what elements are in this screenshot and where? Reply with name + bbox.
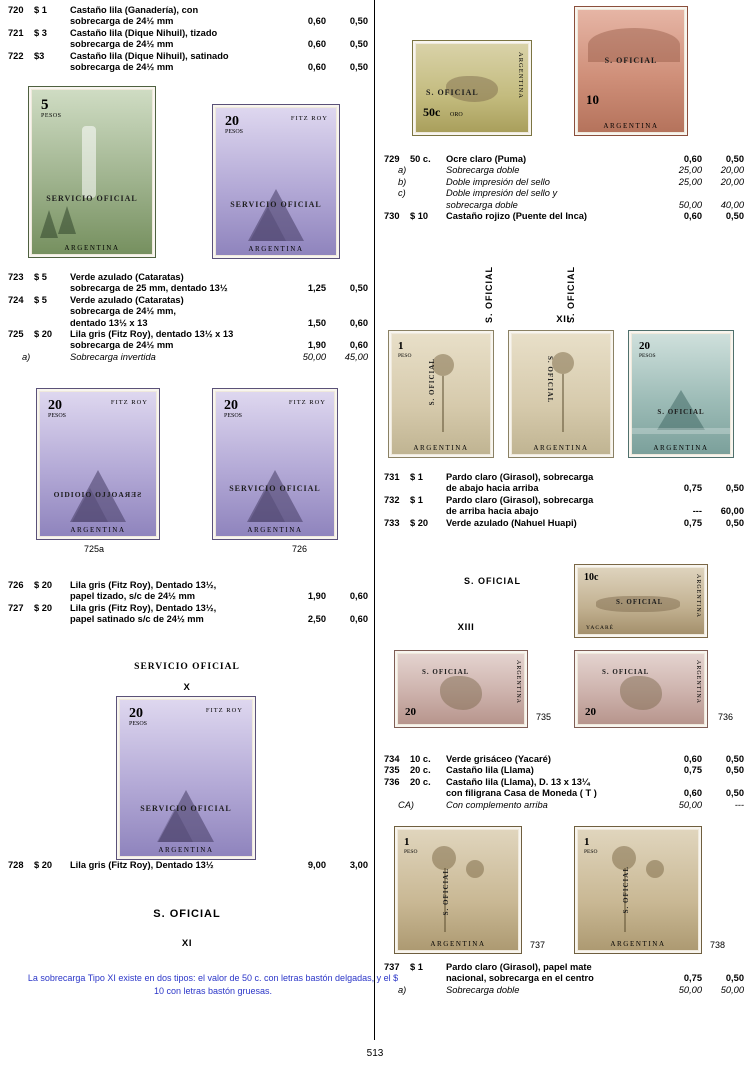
table-row: 723 $ 5 Verde azulado (Cataratas): [8, 272, 184, 282]
table-row: 733 $ 20 Verde azulado (Nahuel Huapi) 0,75 0,50: [384, 517, 744, 528]
table-row: a) Sobrecarga invertida 50,00 45,00: [22, 351, 368, 362]
table-row: 737 $ 1 Pardo claro (Girasol), papel mate: [384, 962, 592, 972]
overprint-text: SERVICIO OFICIAL: [230, 200, 322, 209]
entry-group-720: [0, 5, 374, 73]
entry-group-737: [376, 962, 750, 996]
stamp-unit: ORO: [450, 112, 463, 118]
stamp-unit: PESOS: [639, 353, 656, 359]
stamp-country: ARGENTINA: [413, 444, 469, 452]
stamp-subtitle: FITZ ROY: [110, 399, 148, 406]
table-row: 725 $ 20 Lila gris (Fitz Roy), dentado 13½ x 13: [8, 329, 234, 340]
stamp-subject: YACARÉ: [586, 625, 615, 631]
entry-group-728: [0, 860, 374, 871]
stamp-738-girasol: 1 PESO S. OFICIAL ARGENTINA: [574, 826, 702, 954]
heading-type-x: X: [183, 682, 191, 693]
stamp-caption-725a: 725a: [84, 544, 105, 554]
entry-group-726: [0, 580, 374, 626]
table-row: 736 20 c. Castaño lila (Llama), D. 13 x 13¼: [384, 776, 590, 787]
heading-type-xi: XI: [181, 938, 193, 949]
table-row: 732 $ 1 Pardo claro (Girasol), sobrecarga: [384, 494, 594, 505]
table-row: papel satinado s/c de 24½ mm 2,50 0,60: [70, 614, 368, 625]
stamp-caption-738: 738: [710, 940, 726, 950]
stamp-unit: PESOS: [41, 113, 62, 119]
stamp-735-llama: S. OFICIAL 20 ARGENTINA: [394, 650, 528, 728]
stamp-caption-737: 737: [530, 940, 546, 950]
table-row: c) Doble impresión del sello y: [398, 188, 558, 199]
stamp-country: ARGENTINA: [610, 940, 666, 948]
table-row: a) Sobrecarga doble 50,00 50,00: [398, 984, 744, 995]
table-row: 722 $3 Castaño lila (Dique Nihuil), satinado: [8, 50, 229, 61]
stamp-country: ARGENTINA: [158, 846, 214, 854]
table-row: 720 $ 1 Castaño lila (Ganadería), con: [8, 5, 199, 15]
stamp-732-girasol: [508, 330, 614, 458]
page-number: 513: [366, 1048, 384, 1059]
stamp-733-nahuel-huapi: 20 PESOS S. OFICIAL ARGENTINA: [628, 330, 734, 458]
stamp-subtitle: FITZ ROY: [288, 399, 326, 406]
note-tipo-xi: La sobrecarga Tipo XI existe en dos tipos: el valor de 50 c. con letras bastón delgadas, y el $ 10 con letras bastón gruesas.: [27, 973, 399, 996]
table-row: 726 $ 20 Lila gris (Fitz Roy), Dentado 13½,: [8, 580, 217, 590]
stamp-737-girasol: 1 PESO S. OFICIAL ARGENTINA: [394, 826, 522, 954]
overprint-text: SERVICIO OFICIAL: [140, 804, 232, 813]
table-row: sobrecarga de 24½ mm 1,90 0,60: [70, 340, 368, 351]
table-row: a) Sobrecarga doble 25,00 20,00: [398, 165, 744, 176]
heading-servicio-oficial: SERVICIO OFICIAL: [134, 662, 240, 672]
stamp-fitzroy-20-pesos-a: 20 PESOS FITZ ROY SERVICIO OFICIAL ARGENTINA: [212, 104, 340, 259]
overprint-text: SERVICIO OFICIAL: [229, 484, 321, 493]
overprint-text: S. OFICIAL: [622, 866, 630, 914]
table-row: 734 10 c. Verde grisáceo (Yacaré) 0,60 0,50: [384, 754, 744, 764]
stamp-caption-726: 726: [292, 544, 308, 554]
stamp-subtitle: FITZ ROY: [290, 115, 328, 122]
stamp-country: ARGENTINA: [517, 52, 524, 99]
table-row: de abajo hacia arriba 0,75 0,50: [446, 483, 744, 494]
side-label-s-oficial-2: S. OFICIAL: [566, 266, 576, 323]
table-row: sobrecarga de 24½ mm 0,60 0,50: [70, 62, 368, 73]
stamp-725a: 20 PESOS FITZ ROY OIDIOIO OJJOAЯƎƧ ARGENTINA: [36, 388, 160, 540]
stamp-unit: PESOS: [224, 413, 243, 419]
stamp-unit: PESO: [404, 849, 418, 855]
stamp-country: ARGENTINA: [70, 526, 126, 534]
heading-s-oficial-right: S. OFICIAL: [464, 576, 521, 586]
table-row: 731 $ 1 Pardo claro (Girasol), sobrecarga: [384, 472, 594, 482]
table-row: 727 $ 20 Lila gris (Fitz Roy), Dentado 13½,: [8, 602, 217, 613]
table-row: sobrecarga de 24½ mm,: [70, 306, 176, 317]
stamp-731-girasol: 1 PESO S. OFICIAL ARGENTINA: [388, 330, 494, 458]
overprint-text: S. OFICIAL: [428, 358, 436, 406]
stamp-unit: PESO: [584, 849, 598, 855]
stamp-country: ARGENTINA: [64, 244, 120, 252]
table-row: de arriba hacia abajo --- 60,00: [446, 506, 744, 517]
stamp-728: 20 PESOS FITZ ROY SERVICIO OFICIAL ARGENTINA: [116, 696, 256, 860]
stamp-unit: PESO: [398, 353, 412, 359]
overprint-text: S. OFICIAL: [604, 56, 658, 65]
table-row: sobrecarga de 24½ mm 0,60 0,50: [70, 16, 368, 27]
stamp-cataratas-5-pesos: 5 PESOS SERVICIO OFICIAL ARGENTINA: [28, 86, 156, 258]
stamp-country: ARGENTINA: [695, 660, 701, 704]
table-row: nacional, sobrecarga en el centro 0,75 0,50: [446, 973, 744, 984]
table-row: b) Doble impresión del sello 25,00 20,00: [398, 176, 744, 187]
entry-group-723: [0, 272, 374, 363]
overprint-text: S. OFICIAL: [546, 356, 554, 404]
overprint-text: S. OFICIAL: [442, 868, 450, 916]
table-row: con filigrana Casa de Moneda ( T ) 0,60 0,50: [446, 788, 744, 799]
stamp-puma-50c: 50c ORO ARGENTINA S. OFICIAL: [412, 40, 532, 136]
stamp-country: ARGENTINA: [653, 444, 709, 452]
overprint-text: S. OFICIAL: [616, 598, 664, 606]
right-column: [376, 0, 750, 1040]
stamp-country: ARGENTINA: [430, 940, 486, 948]
stamp-country: ARGENTINA: [533, 444, 589, 452]
stamp-caption-736: 736: [718, 712, 734, 722]
table-row: 724 $ 5 Verde azulado (Cataratas): [8, 294, 184, 305]
stamp-726: 20 PESOS FITZ ROY SERVICIO OFICIAL ARGENTINA: [212, 388, 338, 540]
stamp-734-yacare: 10c S. OFICIAL YACARÉ ARGENTINA: [574, 564, 708, 638]
table-row: 728 $ 20 Lila gris (Fitz Roy), Dentado 13½ 9,00 3,00: [8, 860, 368, 870]
stamp-country: ARGENTINA: [695, 574, 701, 618]
stamp-country: ARGENTINA: [515, 660, 521, 704]
entry-group-729: [376, 154, 750, 222]
stamp-unit: PESOS: [129, 721, 148, 727]
table-row: sobrecarga doble 50,00 40,00: [446, 199, 744, 210]
overprint-text: S. OFICIAL: [426, 88, 479, 97]
stamp-caption-735: 735: [536, 712, 552, 722]
heading-type-xiii: XIII: [457, 622, 475, 633]
stamp-unit: PESOS: [48, 413, 67, 419]
table-row: CA) Con complemento arriba 50,00 ---: [398, 799, 744, 810]
stamp-country: ARGENTINA: [603, 122, 659, 130]
table-row: sobrecarga de 24½ mm 0,60 0,50: [70, 39, 368, 50]
table-row: 729 50 c. Ocre claro (Puma) 0,60 0,50: [384, 154, 744, 164]
heading-type-xii: XII: [556, 314, 570, 325]
table-row: 721 $ 3 Castaño lila (Dique Nihuil), tizado: [8, 27, 218, 38]
overprint-text: SERVICIO OFICIAL: [46, 194, 138, 203]
table-row: 735 20 c. Castaño lila (Llama) 0,75 0,50: [384, 765, 744, 776]
column-divider: [374, 0, 375, 1040]
entry-group-731: [376, 472, 750, 529]
overprint-text: S. OFICIAL: [602, 668, 650, 676]
overprint-text: S. OFICIAL: [657, 408, 705, 416]
stamp-unit: PESOS: [225, 129, 244, 135]
table-row: papel tizado, s/c de 24½ mm 1,90 0,60: [70, 591, 368, 602]
side-label-s-oficial-1: S. OFICIAL: [484, 266, 494, 323]
stamp-country: ARGENTINA: [248, 245, 304, 253]
stamp-country: ARGENTINA: [247, 526, 303, 534]
table-row: dentado 13½ x 13 1,50 0,60: [70, 317, 368, 328]
stamp-736-llama: S. OFICIAL 20 ARGENTINA: [574, 650, 708, 728]
stamp-subtitle: FITZ ROY: [205, 707, 243, 714]
entry-group-734: [376, 754, 750, 811]
table-row: 730 $ 10 Castaño rojizo (Puente del Inca) 0,60 0,50: [384, 211, 744, 222]
stamp-puente-del-inca-10-pesos: S. OFICIAL 10 ARGENTINA: [574, 6, 688, 136]
overprint-text: S. OFICIAL: [422, 668, 470, 676]
heading-s-oficial: S. OFICIAL: [153, 908, 221, 920]
table-row: sobrecarga de 25 mm, dentado 13½ 1,25 0,50: [70, 283, 368, 294]
overprint-text-inverted: OIDIOIO OJJOAЯƎƧ: [53, 490, 143, 499]
